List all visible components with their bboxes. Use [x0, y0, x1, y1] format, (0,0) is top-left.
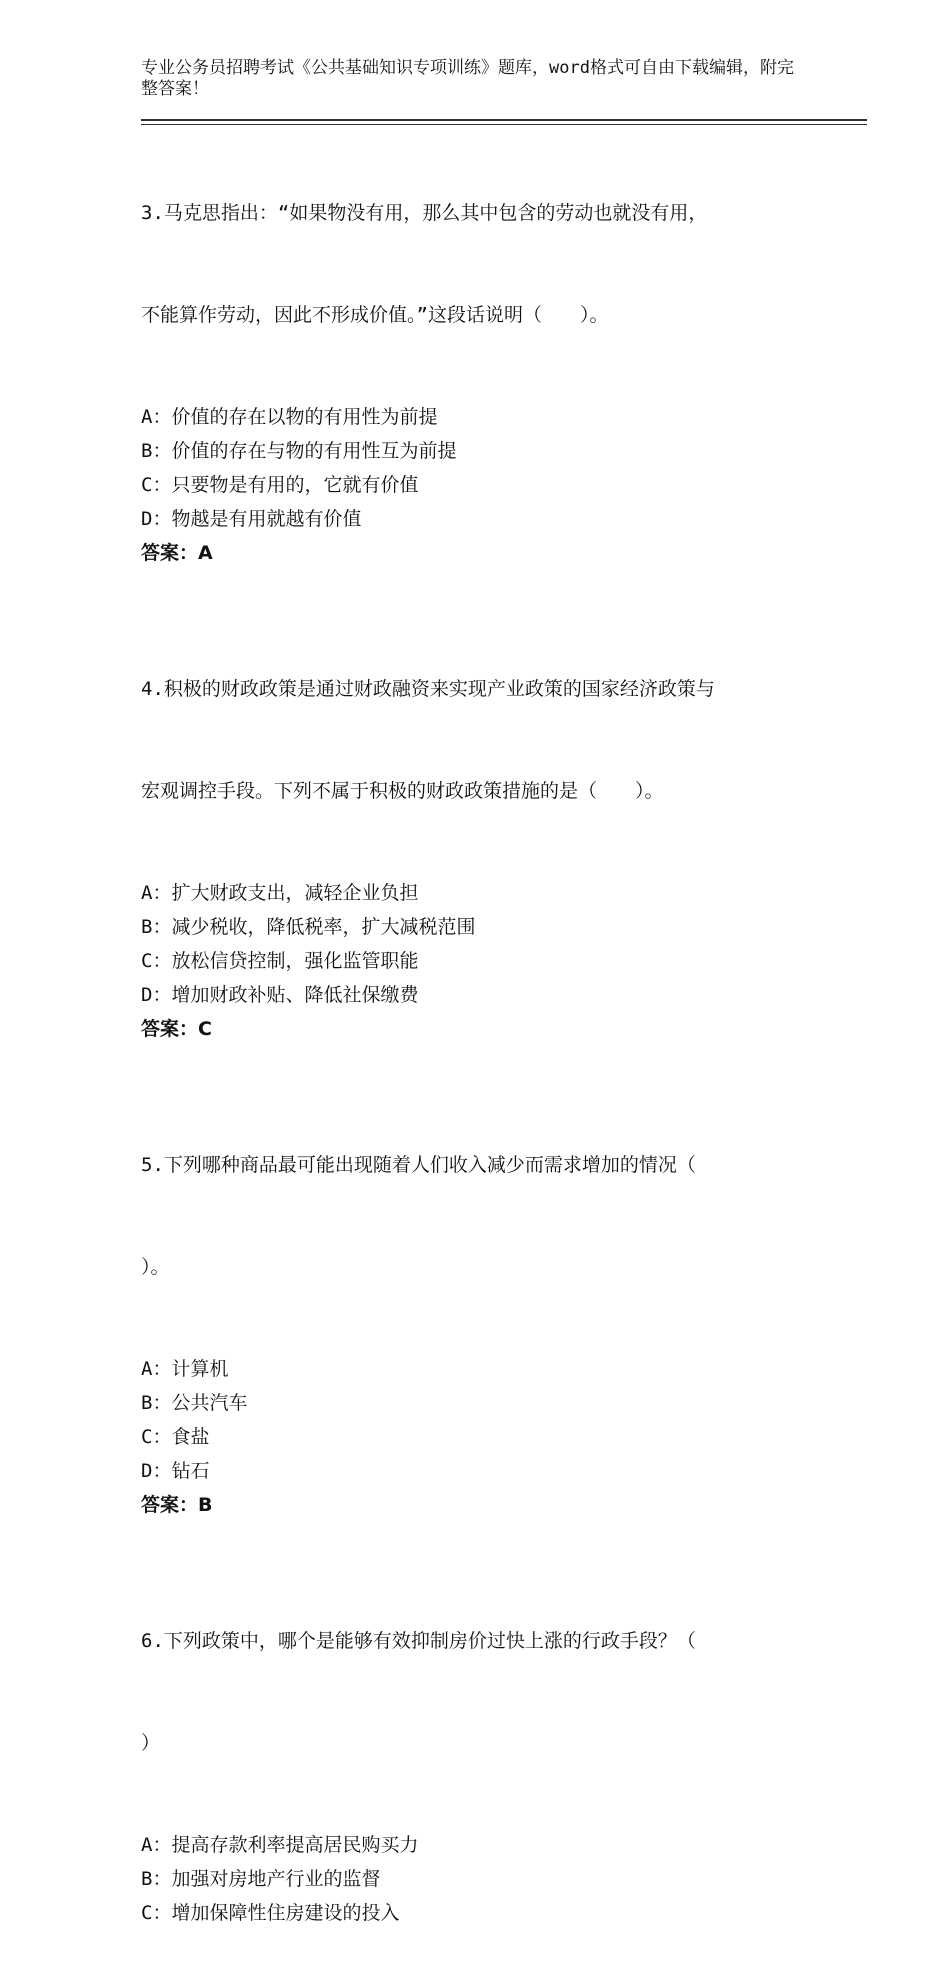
question-line: 3.马克思指出：“如果物没有用，那么其中包含的劳动也就没有用，: [141, 202, 708, 224]
question-list: [141, 128, 821, 1964]
question-line: 不能算作劳动，因此不形成价值。”这段话说明（ ）。: [141, 304, 609, 326]
option-b: B：价值的存在与物的有用性互为前提: [141, 440, 457, 462]
question-line: 宏观调控手段。下列不属于积极的财政政策措施的是（ ）。: [141, 780, 664, 802]
option-a: A：计算机: [141, 1358, 229, 1380]
answer-label: 答案：B: [141, 1494, 213, 1516]
option-c: C：食盐: [141, 1426, 210, 1448]
option-c: C：增加保障性住房建设的投入: [141, 1902, 400, 1924]
question-text: [141, 604, 821, 876]
option-a: A：价值的存在以物的有用性为前提: [141, 406, 438, 428]
option-d: D：钻石: [141, 1460, 210, 1482]
option-a: A：扩大财政支出，减轻企业负担: [141, 882, 419, 904]
question-line: 5.下列哪种商品最可能出现随着人们收入减少而需求增加的情况（: [141, 1154, 696, 1176]
question-text: [141, 128, 821, 400]
question-line: ）。: [141, 1256, 170, 1278]
option-d: D：增加财政补贴、降低社保缴费: [141, 984, 419, 1006]
answer-label: 答案：C: [141, 1018, 212, 1040]
question-line: 6.下列政策中，哪个是能够有效抑制房价过快上涨的行政手段？（: [141, 1630, 696, 1652]
question-5: [141, 1080, 821, 1522]
option-b: B：减少税收，降低税率，扩大减税范围: [141, 916, 476, 938]
option-a: A：提高存款利率提高居民购买力: [141, 1834, 419, 1856]
question-4: [141, 604, 821, 1046]
answer-label: 答案：A: [141, 542, 213, 564]
question-3: [141, 128, 821, 570]
question-line: 4.积极的财政政策是通过财政融资来实现产业政策的国家经济政策与: [141, 678, 715, 700]
question-text: [141, 1080, 821, 1352]
document-header: 专业公务员招聘考试《公共基础知识专项训练》题库，word格式可自由下载编辑，附完整答案！: [141, 58, 794, 99]
question-text: [141, 1556, 821, 1828]
option-c: C：只要物是有用的，它就有价值: [141, 474, 419, 496]
option-b: B：加强对房地产行业的监督: [141, 1868, 381, 1890]
option-c: C：放松信贷控制，强化监管职能: [141, 950, 419, 972]
header-rule-thick: [141, 119, 867, 121]
header-rule-thin: [141, 124, 867, 125]
question-6: [141, 1556, 821, 1930]
question-line: ）: [141, 1732, 161, 1754]
option-b: B：公共汽车: [141, 1392, 248, 1414]
option-d: D：物越是有用就越有价值: [141, 508, 362, 530]
